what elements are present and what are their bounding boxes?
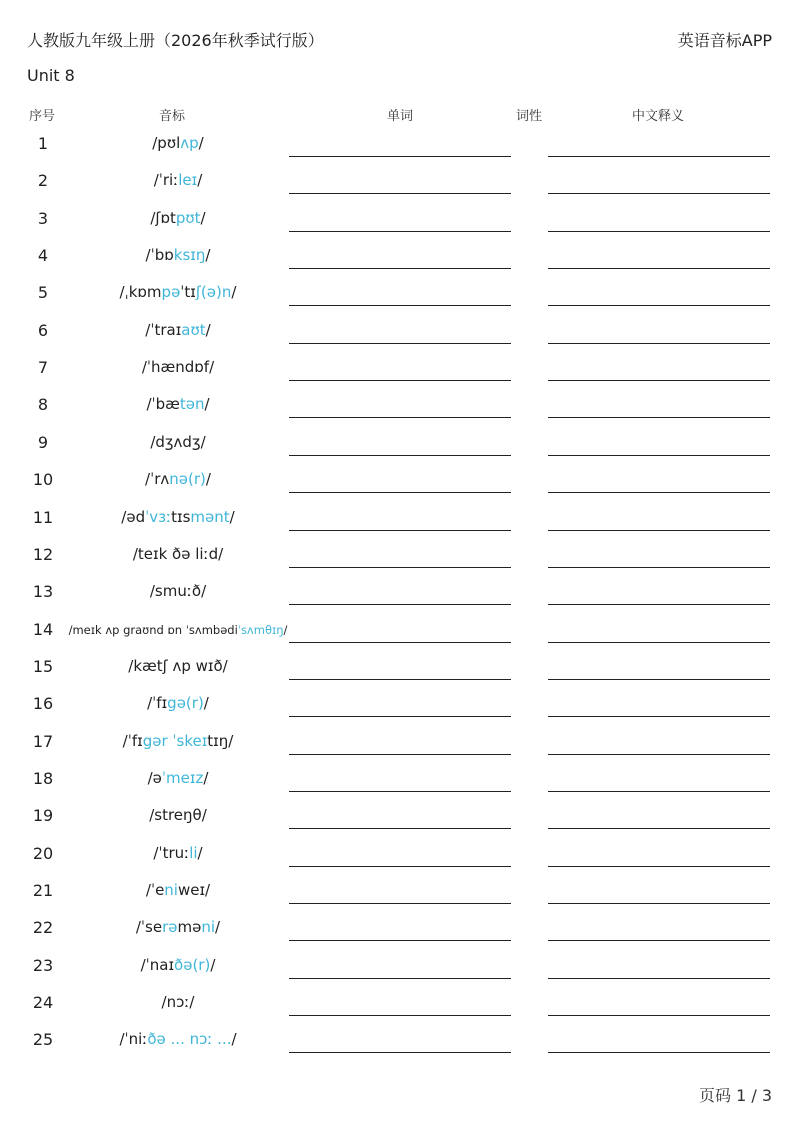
phonetic-segment: ˈtɪ	[180, 283, 196, 302]
word-answer-line[interactable]	[289, 978, 511, 979]
phonetic-segment: /meɪk ʌp graʊnd ɒn ˈsʌmbədi	[68, 622, 238, 637]
row-number: 15	[32, 656, 54, 676]
row-number: 16	[32, 694, 54, 714]
phonetic-segment: /	[200, 208, 206, 227]
phonetic-transcription	[58, 470, 298, 488]
phonetic-segment: /əd	[121, 507, 146, 526]
meaning-answer-line[interactable]	[548, 791, 770, 792]
brand-name: 英语音标APP	[677, 31, 772, 50]
highlighted-syllable: aʊt	[181, 320, 206, 339]
highlighted-syllable: gə(r)	[167, 694, 204, 713]
word-answer-line[interactable]	[289, 492, 511, 493]
phonetic-segment: /	[215, 918, 221, 937]
phonetic-segment: /dʒʌdʒ/	[150, 432, 206, 451]
phonetic-segment: /	[231, 283, 237, 302]
phonetic-segment: /ˈriː	[153, 171, 179, 190]
column-header-word: 单词	[387, 109, 414, 124]
phonetic-segment: mə	[177, 918, 202, 937]
word-answer-line[interactable]	[289, 754, 511, 755]
phonetic-transcription	[58, 993, 298, 1011]
highlighted-syllable: pʊt	[175, 208, 201, 227]
phonetic-segment: weɪ/	[177, 881, 211, 899]
phonetic-segment: /	[231, 1030, 237, 1049]
word-answer-line[interactable]	[289, 903, 511, 904]
meaning-answer-line[interactable]	[548, 903, 770, 904]
table-row	[0, 283, 800, 320]
highlighted-syllable: ˈmeɪz	[161, 768, 204, 787]
phonetic-segment: /	[203, 768, 209, 787]
meaning-answer-line[interactable]	[548, 305, 770, 306]
phonetic-segment: /	[210, 955, 216, 974]
row-number: 13	[32, 582, 54, 602]
table-row	[0, 433, 800, 470]
phonetic-segment: /ˈtruː	[153, 843, 190, 862]
phonetic-segment: /ə	[147, 768, 162, 787]
highlighted-syllable: gər ˈskeɪ	[142, 731, 208, 750]
meaning-answer-line[interactable]	[548, 866, 770, 867]
phonetic-segment: /	[283, 622, 288, 637]
phonetic-segment: /	[229, 507, 235, 526]
phonetic-transcription	[58, 358, 298, 376]
meaning-answer-line[interactable]	[548, 1015, 770, 1016]
table-row	[0, 321, 800, 358]
phonetic-segment: /	[205, 470, 211, 489]
table-row	[0, 918, 800, 955]
word-answer-line[interactable]	[289, 417, 511, 418]
highlighted-syllable: rə	[162, 918, 178, 937]
table-row	[0, 844, 800, 881]
phonetic-segment: /nɔː/	[161, 993, 195, 1012]
word-answer-line[interactable]	[289, 866, 511, 867]
row-number: 23	[32, 955, 54, 975]
highlighted-syllable: ʃ(ə)n	[195, 283, 232, 302]
meaning-answer-line[interactable]	[548, 380, 770, 381]
meaning-answer-line[interactable]	[548, 417, 770, 418]
row-number: 7	[37, 358, 49, 378]
phonetic-transcription	[58, 1030, 298, 1048]
meaning-answer-line[interactable]	[548, 567, 770, 568]
phonetic-transcription	[58, 881, 298, 899]
phonetic-transcription	[58, 246, 298, 264]
phonetic-segment: /ˈniː	[119, 1030, 148, 1049]
word-answer-line[interactable]	[289, 1015, 511, 1016]
highlighted-syllable: ˈsʌmθɪŋ	[237, 622, 284, 637]
meaning-answer-line[interactable]	[548, 679, 770, 680]
table-row	[0, 395, 800, 432]
table-row	[0, 956, 800, 993]
table-row	[0, 470, 800, 507]
highlighted-syllable: mənt	[190, 507, 230, 526]
phonetic-segment: /	[197, 843, 203, 862]
phonetic-transcription	[58, 769, 298, 787]
highlighted-syllable: leɪ	[178, 171, 198, 190]
phonetic-segment: /ˈtraɪ	[145, 320, 182, 339]
phonetic-segment: /ˈbɒ	[145, 246, 174, 265]
table-row	[0, 246, 800, 283]
table-row	[0, 806, 800, 843]
row-number: 22	[32, 918, 54, 938]
meaning-answer-line[interactable]	[548, 231, 770, 232]
row-number: 9	[37, 432, 49, 452]
meaning-answer-line[interactable]	[548, 193, 770, 194]
table-row	[0, 620, 800, 657]
phonetic-transcription	[58, 321, 298, 339]
phonetic-segment: /	[203, 694, 209, 713]
phonetic-segment: tɪs	[171, 507, 191, 526]
row-number: 4	[37, 246, 49, 266]
table-row	[0, 209, 800, 246]
word-answer-line[interactable]	[289, 156, 511, 157]
meaning-answer-line[interactable]	[548, 343, 770, 344]
word-answer-line[interactable]	[289, 567, 511, 568]
phonetic-transcription	[58, 508, 298, 526]
meaning-answer-line[interactable]	[548, 156, 770, 157]
phonetic-segment: /	[205, 246, 211, 265]
meaning-answer-line[interactable]	[548, 530, 770, 531]
word-answer-line[interactable]	[289, 380, 511, 381]
highlighted-syllable: ni	[201, 918, 216, 937]
column-header-index: 序号	[29, 109, 56, 124]
meaning-answer-line[interactable]	[548, 716, 770, 717]
meaning-answer-line[interactable]	[548, 268, 770, 269]
phonetic-segment: /	[198, 134, 204, 152]
phonetic-transcription	[58, 732, 298, 750]
phonetic-segment: /smuːð/	[149, 582, 207, 601]
highlighted-syllable: ksɪŋ	[173, 246, 206, 265]
row-number: 8	[37, 395, 49, 415]
row-number: 12	[32, 544, 54, 564]
highlighted-syllable: li	[189, 843, 198, 862]
meaning-answer-line[interactable]	[548, 940, 770, 941]
phonetic-segment: /	[197, 171, 203, 190]
phonetic-segment: /	[205, 320, 211, 339]
word-answer-line[interactable]	[289, 455, 511, 456]
highlighted-syllable: tən	[179, 395, 205, 414]
phonetic-transcription	[58, 433, 298, 451]
phonetic-transcription	[58, 545, 298, 563]
table-row	[0, 993, 800, 1030]
word-answer-line[interactable]	[289, 828, 511, 829]
phonetic-transcription	[58, 623, 298, 637]
row-number: 6	[37, 320, 49, 340]
table-row	[0, 657, 800, 694]
phonetic-segment: /	[204, 395, 210, 414]
phonetic-transcription	[58, 171, 298, 189]
word-answer-line[interactable]	[289, 642, 511, 643]
meaning-answer-line[interactable]	[548, 642, 770, 643]
row-number: 14	[32, 619, 54, 639]
phonetic-transcription	[58, 806, 298, 824]
phonetic-segment: tɪŋ/	[207, 731, 234, 750]
table-row	[0, 881, 800, 918]
column-header-pos: 词性	[516, 109, 543, 124]
row-number: 5	[37, 283, 49, 303]
phonetic-segment: /ˈe	[145, 881, 165, 899]
meaning-answer-line[interactable]	[548, 754, 770, 755]
phonetic-transcription	[58, 956, 298, 974]
phonetic-segment: /kætʃ ʌp wɪð/	[128, 656, 228, 675]
highlighted-syllable: pə	[161, 283, 181, 302]
phonetic-segment: /ʃɒt	[150, 208, 176, 227]
row-number: 10	[32, 470, 54, 490]
highlighted-syllable: ðə ... nɔː ...	[147, 1030, 232, 1049]
table-row	[0, 171, 800, 208]
row-number: 25	[32, 1030, 54, 1050]
meaning-answer-line[interactable]	[548, 978, 770, 979]
row-number: 2	[37, 171, 49, 191]
page-number: 页码 1 / 3	[698, 1086, 772, 1105]
word-answer-line[interactable]	[289, 1052, 511, 1053]
word-answer-line[interactable]	[289, 530, 511, 531]
table-row	[0, 694, 800, 731]
table-row	[0, 1030, 800, 1067]
phonetic-transcription	[58, 582, 298, 600]
meaning-answer-line[interactable]	[548, 492, 770, 493]
phonetic-segment: /teɪk ðə liːd/	[132, 544, 224, 563]
word-answer-line[interactable]	[289, 193, 511, 194]
table-row	[0, 508, 800, 545]
row-number: 11	[32, 507, 54, 527]
table-row	[0, 732, 800, 769]
meaning-answer-line[interactable]	[548, 1052, 770, 1053]
phonetic-transcription	[58, 844, 298, 862]
word-answer-line[interactable]	[289, 231, 511, 232]
word-answer-line[interactable]	[289, 604, 511, 605]
row-number: 3	[37, 208, 49, 228]
word-answer-line[interactable]	[289, 343, 511, 344]
table-row	[0, 769, 800, 806]
phonetic-transcription	[58, 209, 298, 227]
highlighted-syllable: ni	[164, 881, 178, 899]
word-answer-line[interactable]	[289, 716, 511, 717]
phonetic-segment: /pʊl	[152, 134, 181, 152]
table-row	[0, 545, 800, 582]
phonetic-transcription	[58, 134, 298, 152]
phonetic-segment: /streŋθ/	[149, 806, 207, 825]
phonetic-segment: /ˈhændɒf/	[141, 358, 215, 377]
phonetic-segment: /ˈfɪ	[147, 694, 168, 713]
row-number: 20	[32, 843, 54, 863]
phonetic-segment: /ˈfɪ	[122, 731, 143, 750]
phonetic-segment: /ˈrʌ	[145, 470, 170, 489]
row-number: 19	[32, 806, 54, 826]
meaning-answer-line[interactable]	[548, 455, 770, 456]
highlighted-syllable: ðə(r)	[174, 955, 211, 974]
word-answer-line[interactable]	[289, 305, 511, 306]
phonetic-segment: /ˈbæ	[146, 395, 180, 414]
highlighted-syllable: ˈvɜː	[145, 507, 172, 526]
word-answer-line[interactable]	[289, 679, 511, 680]
column-header-phonetic: 音标	[159, 109, 186, 124]
table-row	[0, 358, 800, 395]
phonetic-transcription	[58, 657, 298, 675]
phonetic-transcription	[58, 918, 298, 936]
phonetic-transcription	[58, 694, 298, 712]
row-number: 1	[37, 134, 49, 153]
table-row	[0, 582, 800, 619]
phonetic-segment: /ˌkɒm	[119, 283, 162, 302]
worksheet-title: 人教版九年级上册（2026年秋季试行版）	[27, 31, 324, 50]
row-number: 24	[32, 993, 54, 1013]
word-answer-line[interactable]	[289, 268, 511, 269]
phonetic-transcription	[58, 283, 298, 301]
word-answer-line[interactable]	[289, 940, 511, 941]
phonetic-segment: /ˈse	[135, 918, 163, 937]
unit-label: Unit 8	[27, 66, 75, 85]
row-number: 17	[32, 731, 54, 751]
meaning-answer-line[interactable]	[548, 828, 770, 829]
phonetic-segment: /ˈnaɪ	[140, 955, 175, 974]
meaning-answer-line[interactable]	[548, 604, 770, 605]
word-answer-line[interactable]	[289, 791, 511, 792]
row-number: 21	[32, 881, 54, 900]
phonetic-transcription	[58, 395, 298, 413]
row-number: 18	[32, 768, 54, 788]
table-row	[0, 134, 800, 171]
highlighted-syllable: nə(r)	[169, 470, 206, 489]
highlighted-syllable: ʌp	[180, 134, 199, 152]
column-header-meaning: 中文释义	[632, 109, 685, 124]
